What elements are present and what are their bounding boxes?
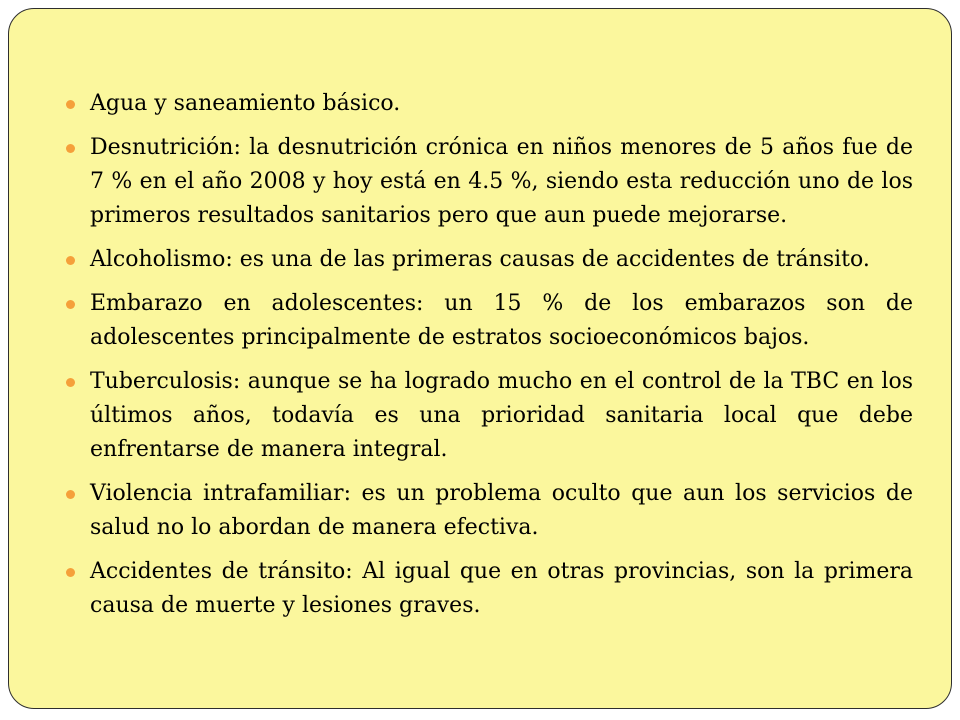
bullet-item-accidentes bbox=[66, 555, 913, 623]
bullet-dot-icon bbox=[66, 144, 75, 153]
bullet-item-embarazo bbox=[66, 287, 913, 355]
bullet-text: Alcoholismo: es una de las primeras causas de accidentes de tránsito. bbox=[90, 247, 870, 272]
bullet-item-alcoholismo bbox=[66, 243, 913, 277]
bullet-dot-icon bbox=[66, 256, 75, 265]
bullet-dot-icon bbox=[66, 568, 75, 577]
bullet-text: Tuberculosis: aunque se ha logrado mucho en el control de la TBC en los últimos años, todavía es una prioridad sanitaria local que debe enfrentarse de manera integral. bbox=[90, 369, 913, 462]
bullet-dot-icon bbox=[66, 378, 75, 387]
bullet-item-desnutricion bbox=[66, 131, 913, 233]
bullet-dot-icon bbox=[66, 490, 75, 499]
bullet-text: Agua y saneamiento básico. bbox=[90, 91, 401, 116]
bullet-item-agua bbox=[66, 87, 913, 121]
bullet-text: Violencia intrafamiliar: es un problema oculto que aun los servicios de salud no lo abordan de manera efectiva. bbox=[90, 481, 913, 540]
bullet-text: Embarazo en adolescentes: un 15 % de los embarazos son de adolescentes principalmente de estratos socioeconómicos bajos. bbox=[90, 291, 913, 350]
bullet-text: Desnutrición: la desnutrición crónica en niños menores de 5 años fue de 7 % en el año 2008 y hoy está en 4.5 %, siendo esta reducción uno de los primeros resultados sanitarios pero que aun puede mejorarse. bbox=[90, 135, 913, 228]
slide-panel bbox=[8, 8, 952, 709]
bullet-dot-icon bbox=[66, 100, 75, 109]
bullet-item-violencia bbox=[66, 477, 913, 545]
bullet-dot-icon bbox=[66, 300, 75, 309]
bullet-text: Accidentes de tránsito: Al igual que en otras provincias, son la primera causa de muerte y lesiones graves. bbox=[90, 559, 913, 618]
bullet-item-tuberculosis bbox=[66, 365, 913, 467]
bullet-list bbox=[66, 87, 913, 623]
